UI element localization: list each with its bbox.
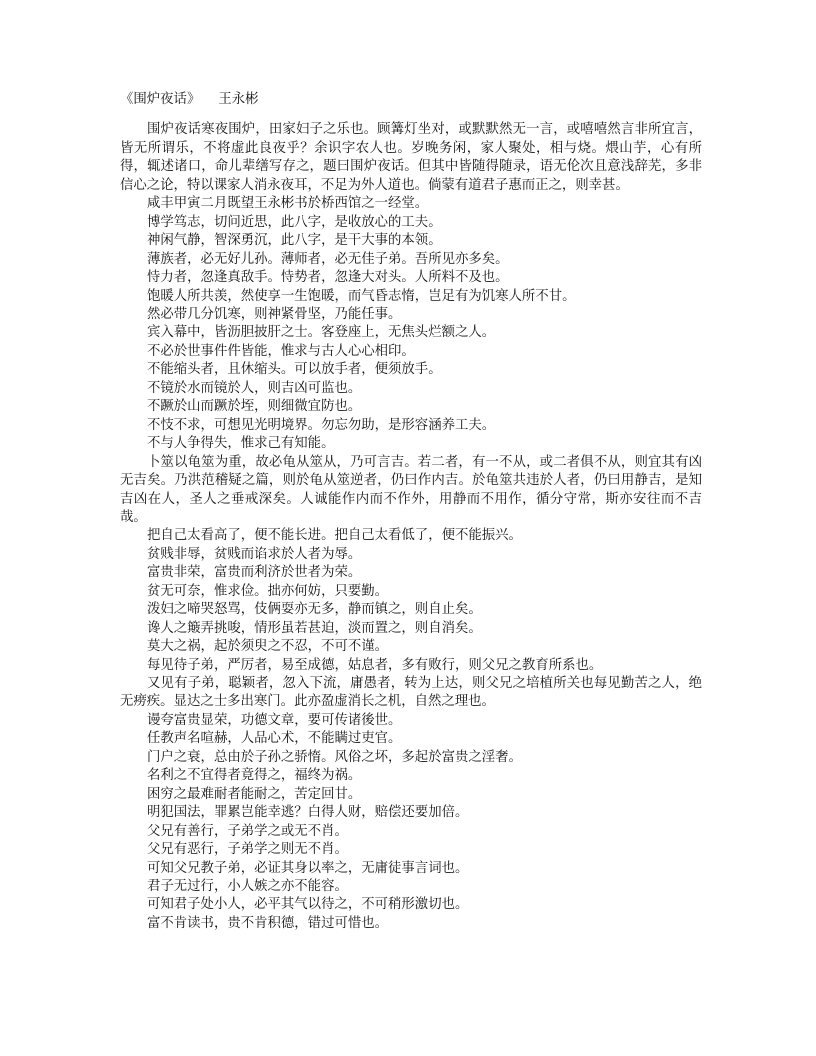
paragraph: 门户之衰，总由於子孙之骄惰。风俗之坏，多起於富贵之淫奢。 (147, 749, 522, 765)
paragraph: 父兄有善行，子弟学之或无不肖。 (147, 823, 348, 839)
document-heading (120, 91, 702, 109)
paragraph: 任教声名喧赫，人品心术，不能瞒过吏官。 (147, 731, 402, 747)
paragraph: 谗人之簸弄挑唆，情形虽若甚迫，淡而置之，则自消矣。 (147, 620, 482, 636)
paragraph: 不能缩头者，且休缩头。可以放手者，便须放手。 (147, 362, 442, 378)
paragraph: 莫大之祸，起於须臾之不忍，不可不谨。 (147, 639, 389, 655)
paragraph: 不忮不求，可想见光明境界。勿忘勿助，是形容涵养工夫。 (147, 417, 496, 433)
paragraph: 可知君子处小人，必平其气以待之，不可稍形激切也。 (147, 897, 469, 913)
paragraph: 富不肯读书，贵不肯积德，错过可惜也。 (147, 915, 389, 931)
paragraph: 神闲气静，智深勇沉，此八字，是干大事的本领。 (147, 233, 442, 249)
paragraph: 博学笃志，切问近思，此八字，是收放心的工夫。 (147, 214, 442, 230)
paragraph: 父兄有恶行，子弟学之则无不肖。 (147, 842, 348, 858)
document-body (120, 121, 702, 933)
paragraph: 恃力者，忽逢真敌手。恃势者，忽逢大对头。人所料不及也。 (147, 270, 509, 286)
paragraph: 每见待子弟，严厉者，易至成德，姑息者，多有败行，则父兄之教育所系也。 (147, 657, 603, 673)
paragraph: 饱暖人所共羡，然使享一生饱暖，而气昏志惰，岂足有为饥寒人所不甘。 (147, 288, 576, 304)
paragraph: 谩夸富贵显荣，功德文章，要可传诸後世。 (147, 712, 402, 728)
paragraph: 又见有子弟，聪颖者，忽入下流，庸愚者，转为上达，则父兄之培植所关也每见勤苦之人，绝无痨疾。显达之士多出寒门。此亦盈虚消长之机，自然之理也。 (120, 676, 702, 710)
paragraph: 薄族者，必无好儿孙。薄师者，必无佳子弟。吾所见亦多矣。 (147, 251, 509, 267)
paragraph: 贫无可奈，惟求俭。拙亦何妨，只要勤。 (147, 583, 389, 599)
paragraph: 然必带几分饥寒，则神紧骨坚，乃能任事。 (147, 306, 402, 322)
paragraph: 咸丰甲寅二月既望王永彬书於桥西馆之一经堂。 (147, 196, 429, 212)
paragraph: 可知父兄教子弟，必证其身以率之，无庸徒事言词也。 (147, 860, 469, 876)
paragraph: 把自己太看高了，便不能长进。把自己太看低了，便不能振兴。 (147, 528, 522, 544)
paragraph: 富贵非荣，富贵而利济於世者为荣。 (147, 565, 362, 581)
paragraph: 不镜於水而镜於人，则吉凶可监也。 (147, 380, 362, 396)
paragraph: 明犯国法，罪累岂能幸逃？白得人财，赔偿还要加倍。 (147, 805, 469, 821)
paragraph: 不蹶於山而蹶於垤，则细微宜防也。 (147, 399, 362, 415)
paragraph: 不必於世事件件皆能，惟求与古人心心相印。 (147, 343, 415, 359)
paragraph: 泼妇之啼哭怒骂，伎俩耍亦无多，静而镇之，则自止矣。 (147, 602, 482, 618)
paragraph: 卜筮以龟筮为重，故必龟从筮从，乃可言吉。若二者，有一不从，或二者俱不从，则宜其有凶无吉矣。乃洪范稽疑之篇，则於龟从筮逆者，仍曰作内吉。於龟筮共违於人者，仍曰用静吉，是知吉凶在人，圣人之垂戒深矣。人诚能作内而不作外，用静而不用作，循分守常，斯亦安往而不吉哉。 (120, 454, 702, 525)
paragraph: 名利之不宜得者竟得之，福终为祸。 (147, 768, 362, 784)
paragraph: 围炉夜话寒夜围炉，田家妇子之乐也。顾篝灯坐对，或默默然无一言，或嘻嘻然言非所宜言，皆无所谓乐，不将虚此良夜乎？余识字农人也。岁晚务闲，家人聚处，相与烧。煨山芋，心有所得，辄述诸口，命儿辈缮写存之，题曰围炉夜话。但其中皆随得随录，语无伦次且意浅辞芜，多非信心之论，特以课家人消永夜耳，不足为外人道也。倘蒙有道君子惠而正之，则幸甚。 (120, 122, 702, 193)
book-title: 《围炉夜话》 (120, 92, 201, 107)
paragraph: 贫贱非辱，贫贱而谄求於人者为辱。 (147, 546, 362, 562)
document-page (120, 91, 702, 933)
paragraph: 君子无过行，小人嫉之亦不能容。 (147, 879, 348, 895)
paragraph: 不与人争得失，惟求己有知能。 (147, 436, 335, 452)
author-name: 王永彬 (218, 92, 259, 107)
paragraph: 宾入幕中，皆沥胆披肝之士。客登座上，无焦头烂额之人。 (147, 325, 496, 341)
paragraph: 困穷之最难耐者能耐之，苦定回甘。 (147, 786, 362, 802)
